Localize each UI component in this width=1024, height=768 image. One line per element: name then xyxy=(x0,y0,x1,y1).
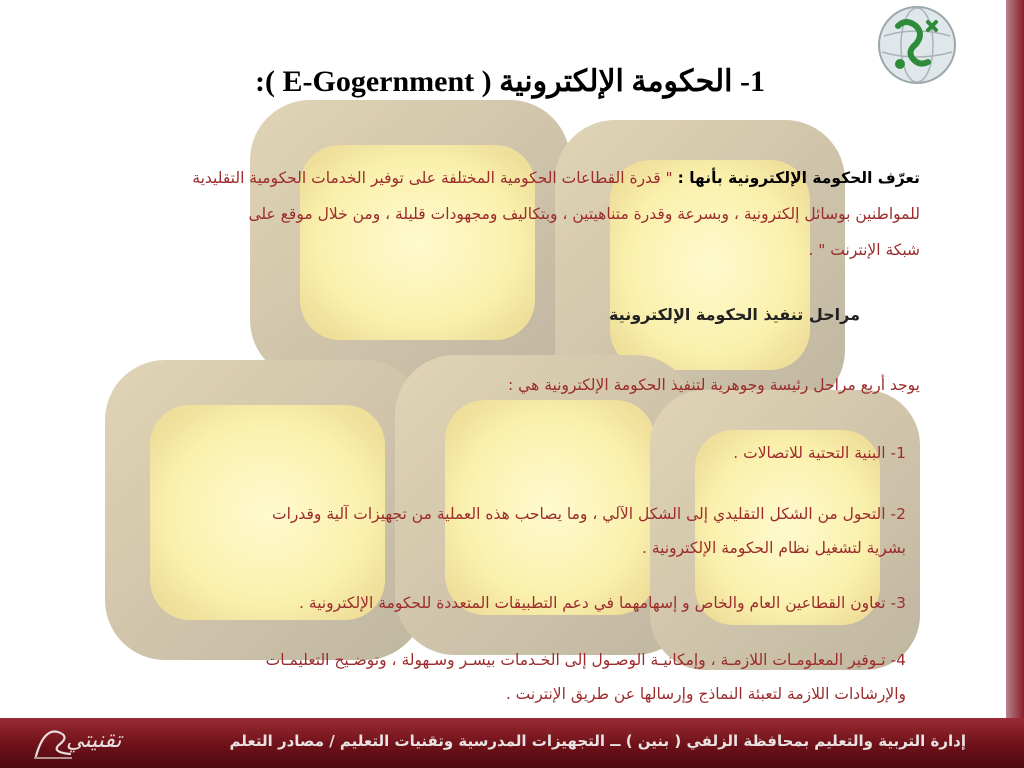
stage-item-1 xyxy=(66,436,906,470)
stage-item-2-line-2: بشرية لتشغيل نظام الحكومة الإلكترونية . xyxy=(641,539,906,557)
stage-item-3-line-1: 3- تعاون القطاعين العام والخاص و إسهامهما في دعم التطبيقات المتعددة للحكومة الإلكترونية . xyxy=(299,594,906,612)
stage-item-4-line-1: 4- تـوفير المعلومـات اللازمـة ، وإمكانيـة الوصـول إلى الخـدمات بيسـر وسـهولة ، وتوضـيح التعليمـات xyxy=(265,651,906,669)
definition-line-1: " قدرة القطاعات الحكومية المختلفة على توفير الخدمات الحكومية التقليدية xyxy=(192,169,673,187)
footer-bar xyxy=(0,718,1024,768)
stage-item-2 xyxy=(26,497,906,565)
footer-logo-text: تقنيتي xyxy=(66,728,122,753)
stage-item-2-line-1: 2- التحول من الشكل التقليدي إلى الشكل الآلي ، وما يصاحب هذه العملية من تجهيزات آلية وقدرات xyxy=(272,505,906,523)
stage-item-1-line-1: 1- البنية التحتية للاتصالات . xyxy=(733,444,906,462)
definition-line-3: شبكة الإنترنت " . xyxy=(808,241,920,259)
definition-line-2: للمواطنين بوسائل إلكترونية ، وبسرعة وقدرة متناهيتين ، وبتكاليف ومجهودات قليلة ، ومن خلال موقع على xyxy=(248,205,920,223)
footer-text: إدارة التربية والتعليم بمحافظة الزلفي ( بنين ) ــ التجهيزات المدرسية وتقنيات التعليم / مصادر التعلم xyxy=(229,732,966,750)
definition-lead: تعرّف الحكومة الإلكترونية بأنها : xyxy=(677,169,920,187)
globe-logo-icon xyxy=(876,4,958,86)
right-accent-band xyxy=(1006,0,1024,718)
slide-title: 1- الحكومة الإلكترونية ( E-Gogernment ): xyxy=(255,65,765,98)
stage-item-3 xyxy=(26,586,906,620)
stage-item-4-line-2: والإرشادات اللازمة لتعبئة النماذج وإرسالها عن طريق الإنترنت . xyxy=(505,685,906,703)
stages-heading: مراحل تنفيذ الحكومة الإلكترونية xyxy=(608,305,860,324)
stages-intro: يوجد أربع مراحل رئيسة وجوهرية لتنفيذ الحكومة الإلكترونية هي : xyxy=(508,376,920,394)
stage-item-4 xyxy=(16,643,906,711)
definition-paragraph xyxy=(30,160,920,268)
